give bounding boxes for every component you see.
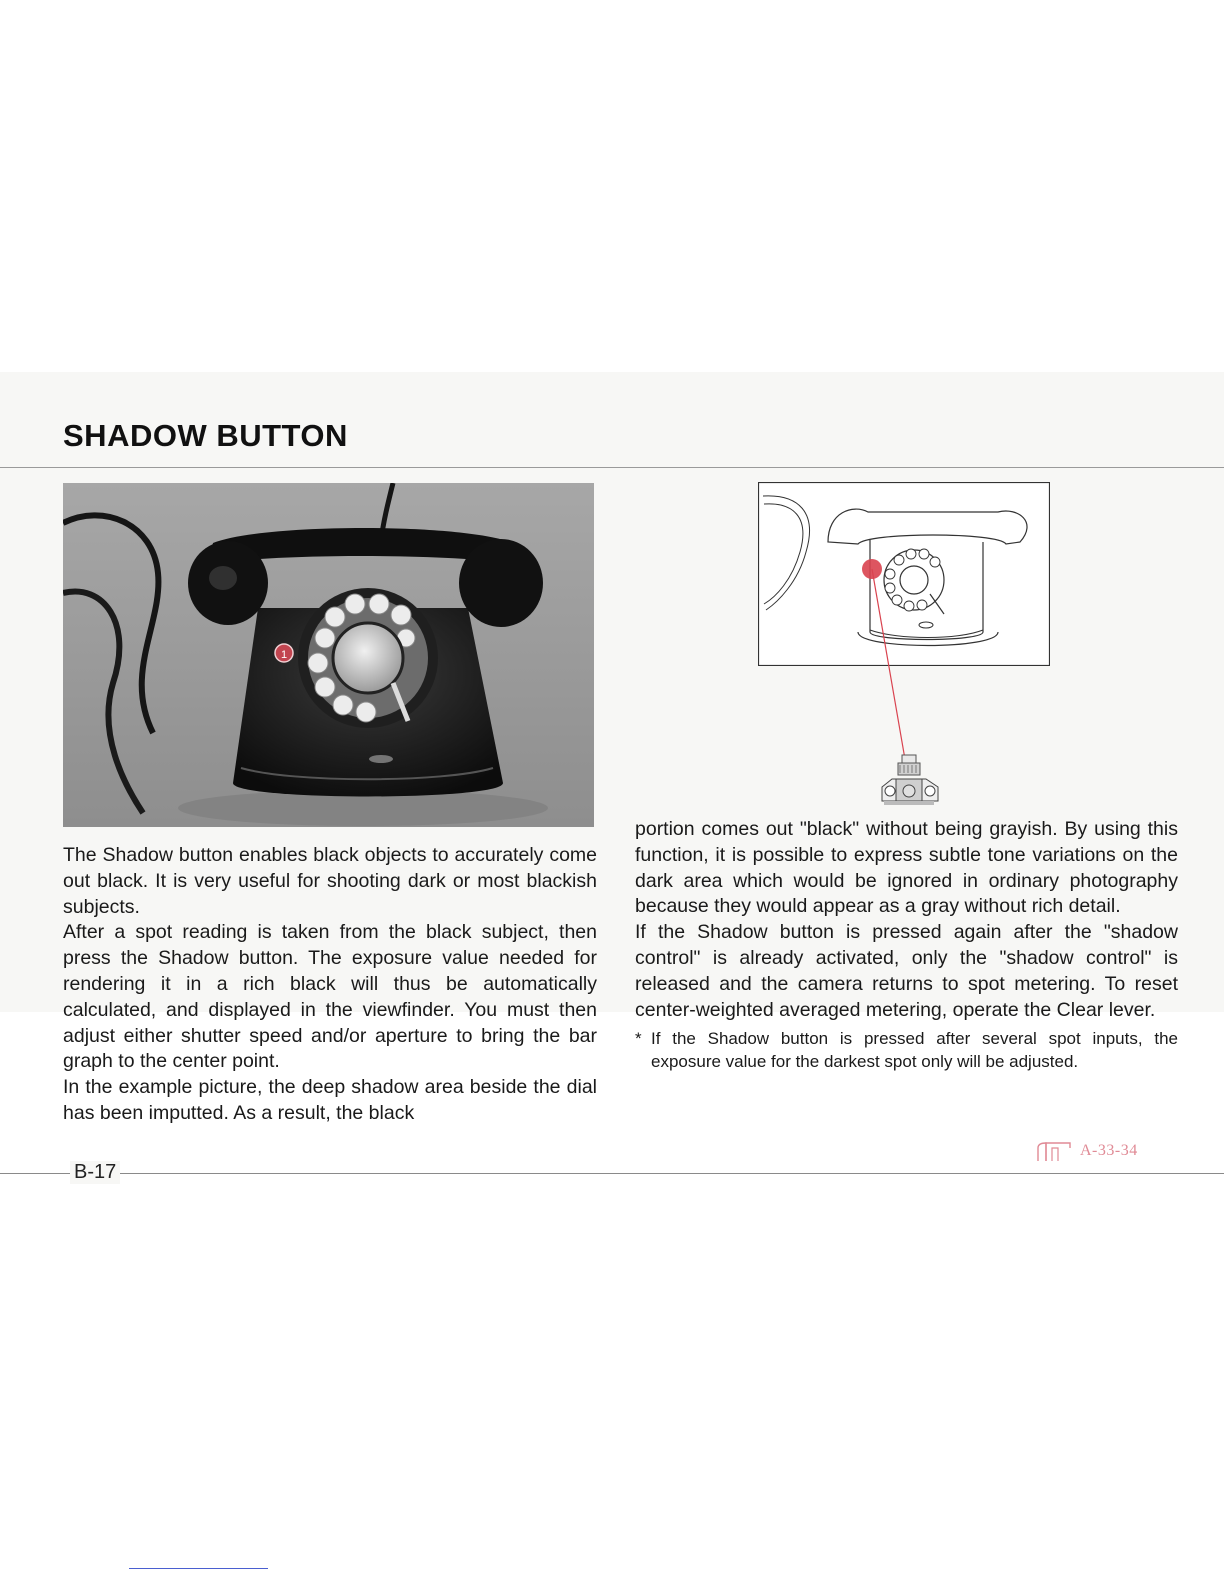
footnote-marker: * — [635, 1029, 642, 1049]
camera-icon — [878, 753, 942, 811]
left-text-column — [63, 843, 597, 1127]
indicator-leader-line — [758, 560, 1018, 760]
cancel-paragraph: If the Shadow button is pressed again after the "shadow control" is already activated, only the "shadow control" is released and the camera returns to spot metering. To reset center-weighted averaged metering, operate the Clear lever. — [635, 921, 1178, 1021]
bottom-rule — [0, 1173, 1224, 1174]
right-text-column — [635, 817, 1178, 1073]
footnote — [635, 1027, 1178, 1073]
photo-callout-number: 1 — [280, 649, 288, 661]
example-paragraph: In the example picture, the deep shadow area beside the dial has been imputted. As a result, the black — [63, 1076, 597, 1124]
book-reference-icon — [1036, 1140, 1072, 1162]
page-number: B-17 — [70, 1161, 120, 1184]
intro-paragraph: The Shadow button enables black objects to accurately come out black. It is very useful for shooting dark or most blackish subjects. — [63, 844, 597, 918]
top-rule — [0, 467, 1224, 468]
link-underline — [129, 1568, 268, 1569]
continuation-paragraph: portion comes out "black" without being grayish. By using this function, it is possible to express subtle tone variations on the dark area which would be ignored in ordinary photography because they would appear as a gray without rich detail. — [635, 818, 1178, 918]
cross-reference — [1036, 1140, 1138, 1162]
page-title: SHADOW BUTTON — [63, 418, 348, 453]
procedure-paragraph: After a spot reading is taken from the black subject, then press the Shadow button. The exposure value needed for rendering it in a rich black will thus be automatically calculated, and displayed in the viewfinder. You must then adjust either shutter speed and/or aperture to bring the bar graph to the center point. — [63, 921, 597, 1073]
footnote-text: If the Shadow button is pressed after several spot inputs, the exposure value for the darkest spot only will be adjusted. — [651, 1029, 1178, 1072]
telephone-photo — [63, 483, 594, 827]
reference-label: A-33-34 — [1080, 1142, 1138, 1159]
